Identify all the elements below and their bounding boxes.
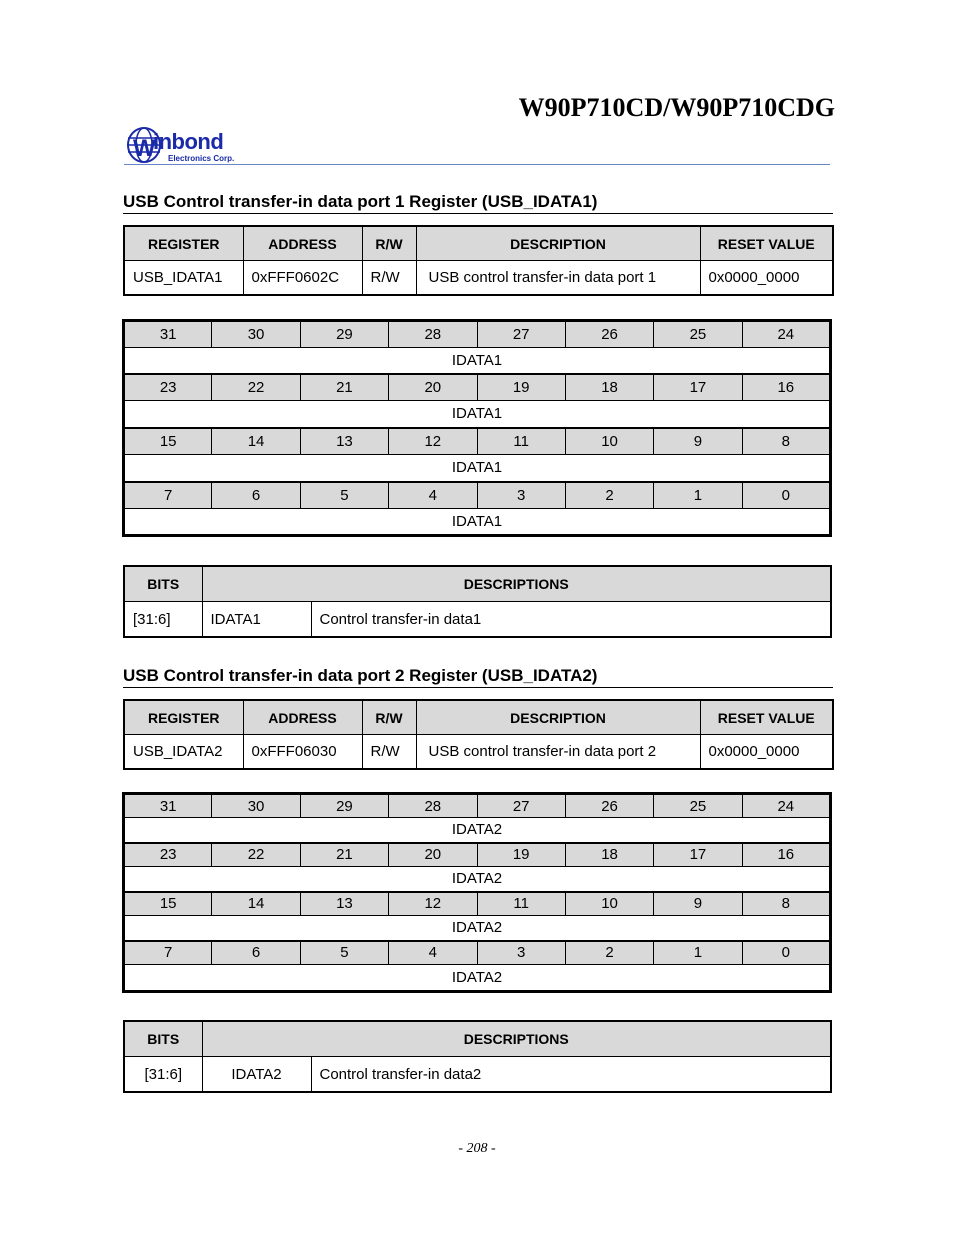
bit-number: 3 — [477, 482, 565, 509]
bit-number: 23 — [124, 843, 212, 867]
header-cell: DESCRIPTION — [416, 700, 700, 735]
register-address: 0xFFF0602C — [243, 261, 362, 296]
logo-subtext: Electronics Corp. — [168, 154, 235, 163]
header-cell: DESCRIPTIONS — [202, 566, 831, 602]
bit-number: 14 — [212, 428, 300, 455]
bit-number: 1 — [654, 941, 742, 965]
bit-number: 28 — [389, 321, 477, 348]
bit-number-row — [124, 321, 831, 348]
bit-number: 13 — [300, 892, 388, 916]
bit-number: 22 — [212, 843, 300, 867]
bit-number: 19 — [477, 374, 565, 401]
register-table — [123, 225, 834, 296]
header-cell: DESCRIPTIONS — [202, 1021, 831, 1057]
bit-number: 9 — [654, 428, 742, 455]
table-row — [124, 602, 831, 638]
document-title: W90P710CD/W90P710CDG — [518, 93, 835, 122]
header-cell: BITS — [124, 1021, 202, 1057]
register-table — [123, 699, 834, 770]
bit-number: 20 — [389, 843, 477, 867]
table-header-row — [124, 1021, 831, 1057]
bit-number: 20 — [389, 374, 477, 401]
register-address: 0xFFF06030 — [243, 735, 362, 770]
register-description: USB control transfer-in data port 1 — [416, 261, 700, 296]
bit-number: 29 — [300, 794, 388, 818]
bit-number: 11 — [477, 428, 565, 455]
bit-number: 6 — [212, 482, 300, 509]
bit-field-row — [124, 818, 831, 843]
table-row — [124, 1057, 831, 1093]
header-cell: ADDRESS — [243, 700, 362, 735]
header-cell: RESET VALUE — [700, 700, 833, 735]
header-cell: R/W — [362, 226, 416, 261]
field-name: IDATA1 — [124, 455, 831, 482]
bit-field-row — [124, 965, 831, 992]
bit-number: 15 — [124, 428, 212, 455]
bit-number: 7 — [124, 941, 212, 965]
bit-number: 16 — [742, 374, 830, 401]
bit-field-table — [122, 319, 832, 537]
logo-wordmark: inbond — [153, 129, 224, 154]
register-reset-value: 0x0000_0000 — [700, 261, 833, 296]
bit-number: 28 — [389, 794, 477, 818]
bit-number: 31 — [124, 794, 212, 818]
bit-description-table — [123, 1020, 832, 1093]
bit-number: 10 — [565, 428, 653, 455]
bit-number-row — [124, 794, 831, 818]
bit-field-row — [124, 509, 831, 536]
field-name: IDATA2 — [124, 916, 831, 941]
bit-number: 24 — [742, 794, 830, 818]
bit-number: 6 — [212, 941, 300, 965]
bit-number: 3 — [477, 941, 565, 965]
bit-number: 26 — [565, 321, 653, 348]
bit-number-row — [124, 892, 831, 916]
bit-number: 30 — [212, 794, 300, 818]
bit-field-table — [122, 792, 832, 993]
header-cell: REGISTER — [124, 700, 243, 735]
bit-number: 24 — [742, 321, 830, 348]
bit-number: 10 — [565, 892, 653, 916]
bit-number: 22 — [212, 374, 300, 401]
bit-number: 12 — [389, 892, 477, 916]
page-number: - 208 - — [458, 1141, 496, 1156]
bit-number: 4 — [389, 941, 477, 965]
bit-number: 7 — [124, 482, 212, 509]
table-header-row — [124, 226, 833, 261]
bit-field-row — [124, 455, 831, 482]
register-reset-value: 0x0000_0000 — [700, 735, 833, 770]
field-name: IDATA2 — [124, 818, 831, 843]
register-name: USB_IDATA2 — [124, 735, 243, 770]
table-row — [124, 735, 833, 770]
header-cell: RESET VALUE — [700, 226, 833, 261]
register-description: USB control transfer-in data port 2 — [416, 735, 700, 770]
field-name: IDATA1 — [124, 348, 831, 374]
bit-number: 27 — [477, 794, 565, 818]
bit-number: 31 — [124, 321, 212, 348]
bit-number: 29 — [300, 321, 388, 348]
section-title: USB Control transfer-in data port 2 Register (USB_IDATA2) — [123, 666, 833, 688]
register-access: R/W — [362, 735, 416, 770]
bit-number: 13 — [300, 428, 388, 455]
bit-field-row — [124, 348, 831, 374]
bit-number: 18 — [565, 843, 653, 867]
bit-number: 5 — [300, 941, 388, 965]
bit-description-table — [123, 565, 832, 638]
bit-number: 27 — [477, 321, 565, 348]
winbond-logo — [126, 126, 256, 166]
bit-number: 19 — [477, 843, 565, 867]
table-header-row — [124, 566, 831, 602]
bit-number-row — [124, 941, 831, 965]
bit-number: 30 — [212, 321, 300, 348]
bit-number: 1 — [654, 482, 742, 509]
bit-field-row — [124, 401, 831, 428]
header-cell: BITS — [124, 566, 202, 602]
bit-number: 25 — [654, 794, 742, 818]
bit-number: 21 — [300, 374, 388, 401]
field-description: Control transfer-in data2 — [311, 1057, 831, 1093]
bit-number: 8 — [742, 428, 830, 455]
bit-field-row — [124, 916, 831, 941]
bit-number: 26 — [565, 794, 653, 818]
bit-number: 17 — [654, 374, 742, 401]
bit-number: 5 — [300, 482, 388, 509]
bit-number: 11 — [477, 892, 565, 916]
field-name: IDATA1 — [124, 509, 831, 536]
svg-text:W: W — [133, 135, 156, 162]
bit-number: 14 — [212, 892, 300, 916]
bit-range: [31:6] — [124, 1057, 202, 1093]
bit-number: 16 — [742, 843, 830, 867]
bit-number: 2 — [565, 941, 653, 965]
bit-number: 25 — [654, 321, 742, 348]
field-name: IDATA2 — [202, 1057, 311, 1093]
register-name: USB_IDATA1 — [124, 261, 243, 296]
bit-number: 4 — [389, 482, 477, 509]
bit-number: 15 — [124, 892, 212, 916]
bit-number: 12 — [389, 428, 477, 455]
header-cell: R/W — [362, 700, 416, 735]
bit-number: 21 — [300, 843, 388, 867]
table-header-row — [124, 700, 833, 735]
bit-number-row — [124, 374, 831, 401]
field-name: IDATA2 — [124, 867, 831, 892]
field-name: IDATA1 — [124, 401, 831, 428]
header-cell: ADDRESS — [243, 226, 362, 261]
field-description: Control transfer-in data1 — [311, 602, 831, 638]
bit-number: 9 — [654, 892, 742, 916]
register-access: R/W — [362, 261, 416, 296]
header-divider — [124, 164, 830, 165]
section-title: USB Control transfer-in data port 1 Register (USB_IDATA1) — [123, 192, 833, 214]
bit-number: 18 — [565, 374, 653, 401]
bit-number: 8 — [742, 892, 830, 916]
bit-number: 2 — [565, 482, 653, 509]
header-cell: DESCRIPTION — [416, 226, 700, 261]
field-name: IDATA2 — [124, 965, 831, 992]
bit-range: [31:6] — [124, 602, 202, 638]
bit-number: 17 — [654, 843, 742, 867]
bit-field-row — [124, 867, 831, 892]
bit-number-row — [124, 428, 831, 455]
header-cell: REGISTER — [124, 226, 243, 261]
bit-number: 0 — [742, 941, 830, 965]
bit-number-row — [124, 843, 831, 867]
table-row — [124, 261, 833, 296]
bit-number-row — [124, 482, 831, 509]
bit-number: 0 — [742, 482, 830, 509]
field-name: IDATA1 — [202, 602, 311, 638]
bit-number: 23 — [124, 374, 212, 401]
